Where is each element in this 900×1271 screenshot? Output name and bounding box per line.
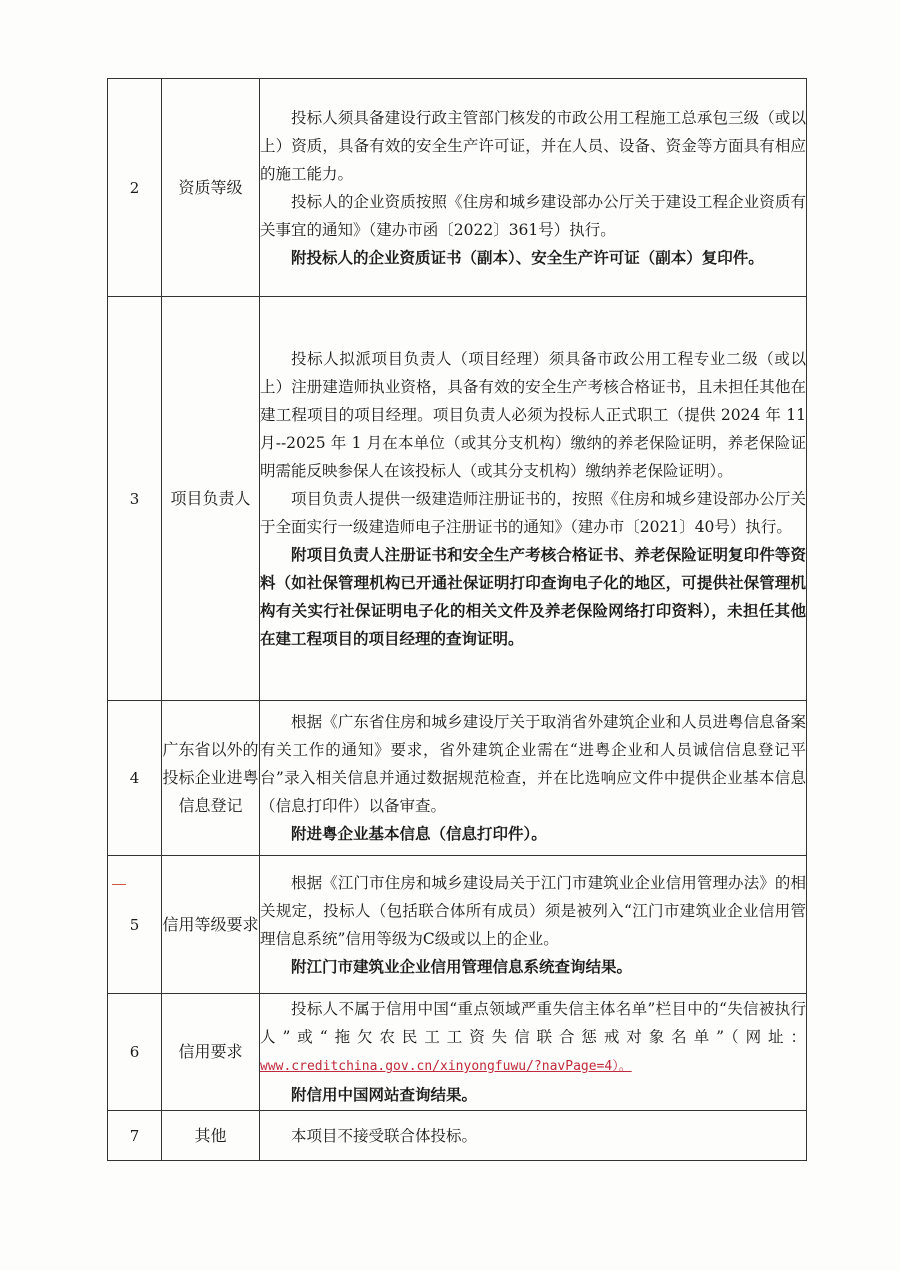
table-row bbox=[108, 1111, 807, 1161]
row-item: 信用等级要求 bbox=[162, 856, 260, 994]
table-row bbox=[108, 701, 807, 856]
row-content bbox=[260, 297, 807, 701]
table-row bbox=[108, 79, 807, 297]
requirements-table bbox=[107, 78, 807, 1161]
row-item: 信用要求 bbox=[162, 994, 260, 1111]
row-number: 2 bbox=[108, 79, 162, 297]
bold-note: 附项目负责人注册证书和安全生产考核合格证书、养老保险证明复印件等资料（如社保管理机构已开通社保证明打印查询电子化的地区，可提供社保管理机构有关实行社保证明电子化的相关文件及养老保险网络打印资料），未担任其他在建工程项目的项目经理的查询证明。 bbox=[260, 544, 806, 648]
table-row bbox=[108, 297, 807, 701]
row-content bbox=[260, 701, 807, 856]
table-row bbox=[108, 856, 807, 994]
scan-mark bbox=[112, 884, 126, 885]
row-item: 其他 bbox=[162, 1111, 260, 1161]
row-number: 5 bbox=[108, 856, 162, 994]
table-row bbox=[108, 994, 807, 1111]
paragraph: 根据《广东省住房和城乡建设厅关于取消省外建筑企业和人员进粤信息备案有关工作的通知》要求，省外建筑企业需在“进粤企业和人员诚信信息登记平台”录入相关信息并通过数据规范检查，并在比选响应文件中提供企业基本信息（信息打印件）以备审查。 bbox=[260, 713, 806, 815]
paragraph-text: 投标人不属于信用中国“重点领域严重失信主体名单”栏目中的“失信被执行人”或“拖欠农民工工资失信联合惩戒对象名单”（网址： bbox=[260, 1000, 806, 1046]
bold-note: 附江门市建筑业企业信用管理信息系统查询结果。 bbox=[291, 956, 633, 976]
paragraph: 项目负责人提供一级建造师注册证书的，按照《住房和城乡建设部办公厅关于全面实行一级建造师电子注册证书的通知》（建办市〔2021〕40号）执行。 bbox=[260, 489, 806, 536]
paragraph: 投标人拟派项目负责人（项目经理）须具备市政公用工程专业二级（或以上）注册建造师执业资格，具备有效的安全生产考核合格证书，且未担任其他在建工程项目的项目经理。项目负责人必须为投标人正式职工（提供 2024 年 11 月--2025 年 1 月在本单位（或其分支机构）缴纳的养老保险证明，养老保险证明需能反映参保人在该投标人（或其分支机构）缴纳养老保险证明）。 bbox=[260, 349, 806, 480]
website-link[interactable]: www.creditchina.gov.cn/xinyongfuwu/?navPage=4）。 bbox=[260, 1059, 632, 1074]
row-content bbox=[260, 994, 807, 1111]
row-item: 资质等级 bbox=[162, 79, 260, 297]
row-number: 3 bbox=[108, 297, 162, 701]
paragraph: 本项目不接受联合体投标。 bbox=[291, 1126, 478, 1145]
row-number: 4 bbox=[108, 701, 162, 856]
paragraph: 投标人的企业资质按照《住房和城乡建设部办公厅关于建设工程企业资质有关事宜的通知》（建办市函〔2022〕361号）执行。 bbox=[260, 192, 806, 239]
bold-note: 附投标人的企业资质证书（副本）、安全生产许可证（副本）复印件。 bbox=[291, 247, 764, 267]
bold-note: 附进粤企业基本信息（信息打印件）。 bbox=[291, 824, 547, 843]
row-content bbox=[260, 1111, 807, 1161]
row-number: 6 bbox=[108, 994, 162, 1111]
row-number: 7 bbox=[108, 1111, 162, 1161]
row-content bbox=[260, 856, 807, 994]
bold-note: 附信用中国网站查询结果。 bbox=[291, 1085, 478, 1104]
row-content bbox=[260, 79, 807, 297]
row-item: 广东省以外的投标企业进粤信息登记 bbox=[162, 701, 260, 856]
paragraph: 根据《江门市住房和城乡建设局关于江门市建筑业企业信用管理办法》的相关规定，投标人（包括联合体所有成员）须是被列入“江门市建筑业企业信用管理信息系统”信用等级为C级或以上的企业。 bbox=[260, 873, 806, 948]
paragraph: 投标人须具备建设行政主管部门核发的市政公用工程施工总承包三级（或以上）资质，具备有效的安全生产许可证，并在人员、设备、资金等方面具有相应的施工能力。 bbox=[260, 108, 806, 183]
row-item: 项目负责人 bbox=[162, 297, 260, 701]
paragraph bbox=[260, 995, 806, 1081]
